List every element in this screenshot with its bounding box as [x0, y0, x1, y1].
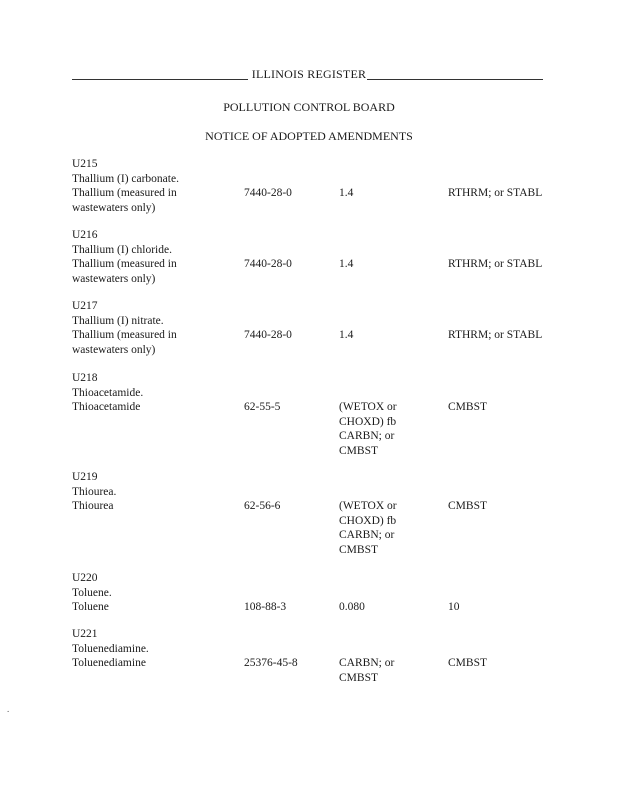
waste-code: U220 [72, 572, 98, 584]
common-name: Thallium (measured in wastewaters only) [72, 329, 177, 356]
waste-code: U218 [72, 372, 98, 384]
common-name: Thioacetamide [72, 401, 141, 413]
waste-name: Toluene. [72, 586, 112, 599]
board-title: POLLUTION CONTROL BOARD [223, 100, 395, 114]
cas-number: 7440-28-0 [244, 329, 292, 341]
register-title: ILLINOIS REGISTER [251, 67, 367, 81]
nonwastewater-standard: CMBST [448, 401, 487, 413]
cas-number: 62-56-6 [244, 500, 281, 512]
common-name: Toluene [72, 601, 109, 613]
nonwastewater-standard: RTHRM; or STABL [448, 329, 543, 341]
waste-code: U221 [72, 628, 98, 640]
cas-number: 62-55-5 [244, 401, 281, 413]
wastewater-standard: (WETOX or CHOXD) fb CARBN; or CMBST [339, 500, 397, 556]
waste-name: Thioacetamide. [72, 386, 144, 399]
nonwastewater-standard: RTHRM; or STABL [448, 258, 543, 270]
notice-title: NOTICE OF ADOPTED AMENDMENTS [205, 129, 413, 143]
nonwastewater-standard: 10 [448, 601, 460, 613]
cas-number: 7440-28-0 [244, 187, 292, 199]
waste-code: U219 [72, 471, 98, 483]
common-name: Thiourea [72, 500, 114, 512]
waste-code: U217 [72, 300, 98, 312]
waste-name: Thallium (I) nitrate. [72, 314, 164, 327]
common-name: Thallium (measured in wastewaters only) [72, 187, 177, 214]
waste-name: Thiourea. [72, 485, 117, 498]
waste-name: Toluenediamine. [72, 642, 149, 655]
waste-name: Thallium (I) carbonate. [72, 172, 179, 185]
nonwastewater-standard: CMBST [448, 500, 487, 512]
nonwastewater-standard: CMBST [448, 657, 487, 669]
wastewater-standard: CARBN; or CMBST [339, 657, 395, 684]
waste-code: U215 [72, 158, 98, 170]
waste-name: Thallium (I) chloride. [72, 243, 172, 256]
wastewater-standard: 1.4 [339, 258, 354, 270]
wastewater-standard: 1.4 [339, 187, 354, 199]
scan-speck: . [7, 704, 10, 714]
common-name: Toluenediamine [72, 657, 146, 669]
common-name: Thallium (measured in wastewaters only) [72, 258, 177, 285]
cas-number: 108-88-3 [244, 601, 287, 613]
cas-number: 7440-28-0 [244, 258, 292, 270]
nonwastewater-standard: RTHRM; or STABL [448, 187, 543, 199]
wastewater-standard: 1.4 [339, 329, 354, 341]
wastewater-standard: (WETOX or CHOXD) fb CARBN; or CMBST [339, 401, 397, 457]
waste-code: U216 [72, 229, 98, 241]
wastewater-standard: 0.080 [339, 601, 365, 613]
cas-number: 25376-45-8 [244, 657, 298, 669]
